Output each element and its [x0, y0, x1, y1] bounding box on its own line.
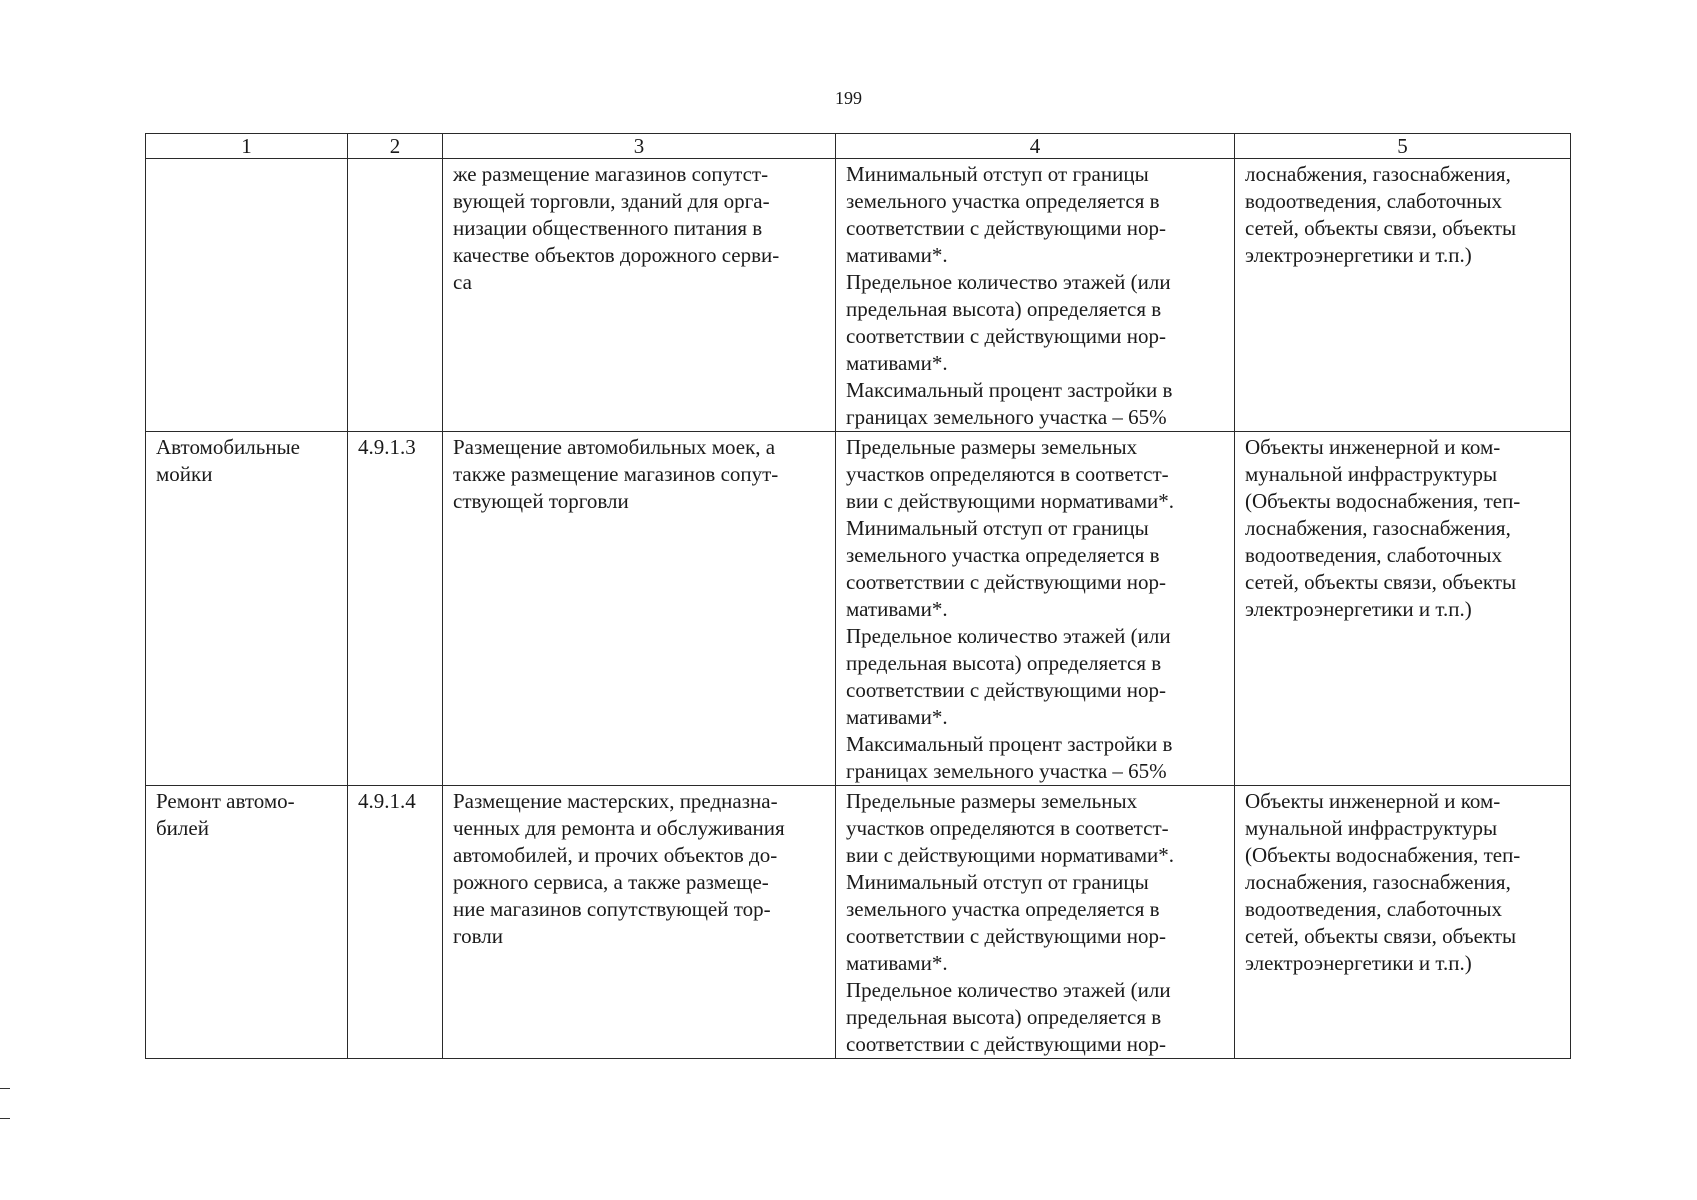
use-description-cell [443, 786, 836, 1059]
table-row [146, 786, 1571, 1059]
use-description: же размещение магазинов сопутст- вующей торговли, зданий для орга- низации общественного питания в качестве объектов дорожного серви- са [453, 162, 780, 294]
use-name-cell [146, 432, 348, 786]
use-code: 4.9.1.4 [358, 789, 416, 813]
auxiliary-uses: Объекты инженерной и ком- мунальной инфраструктуры (Объекты водоснабжения, теп- лоснабжения, газоснабжения, водоотведения, слаботочных сетей, объекты связи, объекты электроэнергетики и т.п.) [1245, 789, 1521, 975]
use-description: Размещение автомобильных моек, а также размещение магазинов сопут- ствующей торговли [453, 435, 779, 513]
column-header-1: 1 [146, 134, 348, 159]
column-header-2: 2 [348, 134, 443, 159]
use-code-cell [348, 159, 443, 432]
auxiliary-uses: Объекты инженерной и ком- мунальной инфраструктуры (Объекты водоснабжения, теп- лоснабжения, газоснабжения, водоотведения, слаботочных сетей, объекты связи, объекты электроэнергетики и т.п.) [1245, 435, 1521, 621]
use-name: Ремонт автомо- билей [156, 789, 295, 840]
use-parameters: Минимальный отступ от границы земельного участка определяется в соответствии с действующими нор- мативами*. Предельное количество этажей (или предельная высота) определяется в соответствии с действующими нор- мативами*. Максимальный процент застройки в границах земельного участка – 65% [846, 162, 1173, 429]
column-header-3: 3 [443, 134, 836, 159]
use-parameters-cell [836, 786, 1235, 1059]
table-row [146, 159, 1571, 432]
use-description: Размещение мастерских, предназна- ченных для ремонта и обслуживания автомобилей, и прочих объектов до- рожного сервиса, а также размеще- ние магазинов сопутствующей тор- говли [453, 789, 785, 948]
use-parameters: Предельные размеры земельных участков определяются в соответст- вии с действующими нормативами*. Минимальный отступ от границы земельного участка определяется в соответствии с действующими нор- мативами*. Предельное количество этажей (или предельная высота) определяется в соответствии с действующими нор- [846, 789, 1175, 1056]
auxiliary-uses-cell [1235, 432, 1571, 786]
use-description-cell [443, 159, 836, 432]
auxiliary-uses-cell [1235, 786, 1571, 1059]
margin-tick-mark [0, 1088, 10, 1089]
use-name: Автомобильные мойки [156, 435, 300, 486]
land-use-table [145, 133, 1571, 1059]
use-code: 4.9.1.3 [358, 435, 416, 459]
use-code-cell [348, 786, 443, 1059]
auxiliary-uses-cell [1235, 159, 1571, 432]
column-header-5: 5 [1235, 134, 1571, 159]
column-header-4: 4 [836, 134, 1235, 159]
use-parameters-cell [836, 432, 1235, 786]
auxiliary-uses: лоснабжения, газоснабжения, водоотведения, слаботочных сетей, объекты связи, объекты электроэнергетики и т.п.) [1245, 162, 1517, 267]
margin-tick-mark [0, 1118, 10, 1119]
page-number: 199 [835, 88, 862, 108]
use-name-cell [146, 786, 348, 1059]
table-header-row [146, 134, 1571, 159]
use-description-cell [443, 432, 836, 786]
use-parameters-cell [836, 159, 1235, 432]
use-code-cell [348, 432, 443, 786]
use-parameters: Предельные размеры земельных участков определяются в соответст- вии с действующими нормативами*. Минимальный отступ от границы земельного участка определяется в соответствии с действующими нор- мативами*. Предельное количество этажей (или предельная высота) определяется в соответствии с действующими нор- мативами*. Максимальный процент застройки в границах земельного участка – 65% [846, 435, 1175, 783]
use-name-cell [146, 159, 348, 432]
table-row [146, 432, 1571, 786]
